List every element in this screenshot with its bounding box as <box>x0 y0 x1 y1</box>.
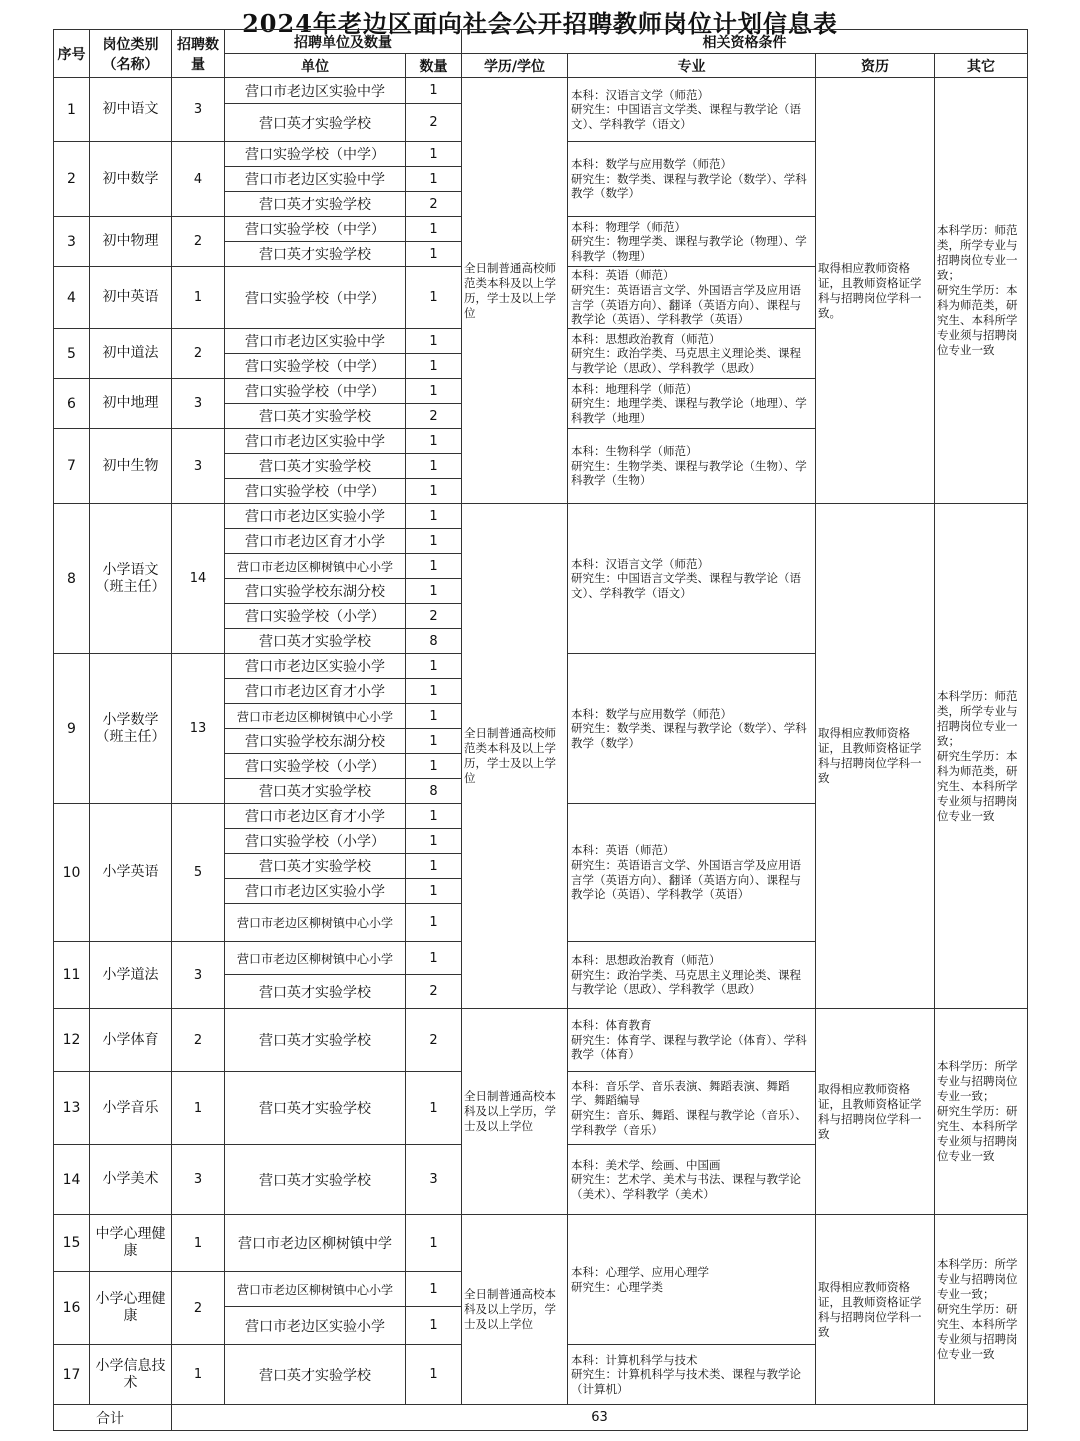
other-requirement: 本科学历：所学专业与招聘岗位专业一致； 研究生学历：研究生、本科所学专业须与招聘岗位专业一致 <box>935 1009 1028 1215</box>
unit-count: 2 <box>406 104 462 142</box>
major-text: 本科：汉语言文学（师范） 研究生：中国语言文学类、课程与教学论（语文）、学科教学（语文） <box>571 556 801 600</box>
other-requirement: 本科学历：所学专业与招聘岗位专业一致； 研究生学历：研究生、本科所学专业须与招聘岗位专业一致 <box>935 1215 1028 1405</box>
unit-name: 营口英才实验学校 <box>225 1072 406 1145</box>
unit-count: 1 <box>406 879 462 904</box>
unit-name: 营口英才实验学校 <box>225 1345 406 1405</box>
unit-name: 营口英才实验学校 <box>225 104 406 142</box>
position-count: 4 <box>172 142 225 217</box>
header-major: 专业 <box>568 54 816 78</box>
position-no: 2 <box>54 142 90 217</box>
major-requirement <box>568 78 816 142</box>
qualification-requirement: 取得相应教师资格证，且教师资格证学科与招聘岗位学科一致 <box>816 1215 935 1405</box>
major-text: 本科：生物科学（师范） 研究生：生物学类、课程与教学论（生物）、学科教学（生物） <box>571 444 807 488</box>
unit-count: 1 <box>406 78 462 104</box>
unit-count: 1 <box>406 1072 462 1145</box>
unit-name: 营口市老边区育才小学 <box>225 529 406 554</box>
header-units-group: 招聘单位及数量 <box>225 30 462 54</box>
header-qual-group: 相关资格条件 <box>462 30 1028 54</box>
unit-name: 营口市老边区实验小学 <box>225 1307 406 1345</box>
header-category: 岗位类别（名称） <box>90 30 172 78</box>
unit-name: 营口市老边区柳树镇中心小学 <box>225 554 406 579</box>
education-requirement: 全日制普通高校师范类本科及以上学历，学士及以上学位 <box>462 504 568 1009</box>
position-count: 3 <box>172 78 225 142</box>
major-requirement <box>568 504 816 654</box>
major-requirement <box>568 379 816 429</box>
position-count: 1 <box>172 1345 225 1405</box>
qualification-requirement: 取得相应教师资格证，且教师资格证学科与招聘岗位学科一致。 <box>816 78 935 504</box>
position-count: 2 <box>172 217 225 267</box>
major-requirement <box>568 1345 816 1405</box>
position-no: 1 <box>54 78 90 142</box>
position-category: 初中道法 <box>90 329 172 379</box>
position-category: 中学心理健康 <box>90 1215 172 1272</box>
unit-name: 营口市老边区育才小学 <box>225 804 406 829</box>
major-requirement <box>568 267 816 329</box>
unit-name: 营口英才实验学校 <box>225 975 406 1009</box>
header-qualification: 资历 <box>816 54 935 78</box>
position-category: 小学数学（班主任） <box>90 654 172 804</box>
total-value: 63 <box>172 1405 1028 1431</box>
unit-count: 1 <box>406 429 462 454</box>
position-no: 9 <box>54 654 90 804</box>
unit-name: 营口市老边区实验中学 <box>225 329 406 354</box>
unit-name: 营口英才实验学校 <box>225 242 406 267</box>
unit-name: 营口市老边区柳树镇中学 <box>225 1215 406 1272</box>
major-requirement <box>568 654 816 804</box>
unit-name: 营口实验学校（中学） <box>225 142 406 167</box>
major-text: 本科：思想政治教育（师范） 研究生：政治学类、马克思主义理论类、课程与教学论（思政）、学科教学（思政） <box>571 331 801 375</box>
unit-count: 1 <box>406 754 462 779</box>
unit-count: 1 <box>406 1307 462 1345</box>
major-text: 本科：音乐学、音乐表演、舞蹈表演、舞蹈学、舞蹈编导 研究生：音乐、舞蹈、课程与教学论（音乐）、学科教学（音乐） <box>571 1078 807 1137</box>
position-count: 3 <box>172 942 225 1009</box>
unit-count: 2 <box>406 404 462 429</box>
unit-count: 1 <box>406 904 462 942</box>
position-count: 2 <box>172 1272 225 1345</box>
position-category: 初中生物 <box>90 429 172 504</box>
position-no: 11 <box>54 942 90 1009</box>
unit-name: 营口市老边区实验中学 <box>225 429 406 454</box>
total-label: 合计 <box>54 1405 172 1431</box>
position-no: 14 <box>54 1145 90 1215</box>
position-category: 小学信息技术 <box>90 1345 172 1405</box>
unit-name: 营口实验学校东湖分校 <box>225 579 406 604</box>
position-category: 小学英语 <box>90 804 172 942</box>
position-no: 3 <box>54 217 90 267</box>
unit-name: 营口实验学校（中学） <box>225 479 406 504</box>
unit-count: 1 <box>406 554 462 579</box>
unit-name: 营口实验学校（中学） <box>225 379 406 404</box>
unit-name: 营口英才实验学校 <box>225 192 406 217</box>
table-row <box>54 1215 1028 1272</box>
position-count: 3 <box>172 1145 225 1215</box>
position-no: 15 <box>54 1215 90 1272</box>
total-row <box>54 1405 1028 1431</box>
unit-count: 1 <box>406 1215 462 1272</box>
page-title: 2024年老边区面向社会公开招聘教师岗位计划信息表 <box>242 9 838 38</box>
unit-count: 1 <box>406 829 462 854</box>
major-text: 本科：心理学、应用心理学 研究生：心理学类 <box>571 1264 709 1294</box>
unit-name: 营口市老边区实验中学 <box>225 167 406 192</box>
table-row <box>54 504 1028 529</box>
unit-count: 1 <box>406 329 462 354</box>
qualification-requirement: 取得相应教师资格证，且教师资格证学科与招聘岗位学科一致 <box>816 1009 935 1215</box>
unit-name: 营口市老边区实验小学 <box>225 879 406 904</box>
unit-name: 营口英才实验学校 <box>225 1009 406 1072</box>
unit-count: 1 <box>406 854 462 879</box>
position-category: 初中数学 <box>90 142 172 217</box>
major-text: 本科：美术学、绘画、中国画 研究生：艺术学、美术与书法、课程与教学论（美术）、学科教学（美术） <box>571 1157 801 1201</box>
header-unit-count: 数量 <box>406 54 462 78</box>
major-text: 本科：计算机科学与技术 研究生：计算机科学与技术类、课程与教学论（计算机） <box>571 1352 801 1396</box>
unit-name: 营口英才实验学校 <box>225 404 406 429</box>
major-text: 本科：数学与应用数学（师范） 研究生：数学类、课程与教学论（数学）、学科教学（数学） <box>571 706 807 750</box>
unit-name: 营口英才实验学校 <box>225 854 406 879</box>
unit-count: 1 <box>406 142 462 167</box>
major-text: 本科：体育教育 研究生：体育学、课程与教学论（体育）、学科教学（体育） <box>571 1018 807 1062</box>
education-requirement: 全日制普通高校本科及以上学历，学士及以上学位 <box>462 1215 568 1405</box>
position-count: 13 <box>172 654 225 804</box>
major-requirement <box>568 804 816 942</box>
position-no: 5 <box>54 329 90 379</box>
position-no: 6 <box>54 379 90 429</box>
major-text: 本科：英语（师范） 研究生：英语语言文学、外国语言学及应用语言学（英语方向）、翻译（英语方向）、课程与教学论（英语）、学科教学（英语） <box>571 268 801 327</box>
recruitment-table <box>53 29 1028 1431</box>
unit-name: 营口实验学校（小学） <box>225 604 406 629</box>
unit-count: 1 <box>406 479 462 504</box>
unit-count: 1 <box>406 267 462 329</box>
unit-name: 营口市老边区实验中学 <box>225 78 406 104</box>
position-category: 小学语文（班主任） <box>90 504 172 654</box>
unit-name: 营口市老边区柳树镇中心小学 <box>225 904 406 942</box>
position-no: 8 <box>54 504 90 654</box>
major-requirement <box>568 1072 816 1145</box>
unit-name: 营口实验学校（中学） <box>225 267 406 329</box>
major-requirement <box>568 217 816 267</box>
position-count: 2 <box>172 1009 225 1072</box>
unit-count: 1 <box>406 454 462 479</box>
major-requirement <box>568 329 816 379</box>
position-count: 1 <box>172 1072 225 1145</box>
unit-count: 1 <box>406 167 462 192</box>
header-count: 招聘数量 <box>172 30 225 78</box>
position-category: 小学美术 <box>90 1145 172 1215</box>
header-no: 序号 <box>54 30 90 78</box>
major-text: 本科：数学与应用数学（师范） 研究生：数学类、课程与教学论（数学）、学科教学（数学） <box>571 157 807 201</box>
unit-name: 营口市老边区实验小学 <box>225 504 406 529</box>
education-requirement: 全日制普通高校师范类本科及以上学历，学士及以上学位 <box>462 78 568 504</box>
position-category: 小学体育 <box>90 1009 172 1072</box>
table-row <box>54 78 1028 104</box>
unit-count: 1 <box>406 942 462 975</box>
major-requirement <box>568 1145 816 1215</box>
position-count: 5 <box>172 804 225 942</box>
unit-name: 营口市老边区实验小学 <box>225 654 406 679</box>
unit-name: 营口实验学校（中学） <box>225 354 406 379</box>
position-category: 小学音乐 <box>90 1072 172 1145</box>
position-category: 初中地理 <box>90 379 172 429</box>
major-text: 本科：汉语言文学（师范） 研究生：中国语言文学类、课程与教学论（语文）、学科教学（语文） <box>571 87 801 131</box>
header-education: 学历/学位 <box>462 54 568 78</box>
unit-name: 营口英才实验学校 <box>225 779 406 804</box>
header-other: 其它 <box>935 54 1028 78</box>
position-no: 10 <box>54 804 90 942</box>
unit-count: 1 <box>406 704 462 729</box>
position-category: 初中语文 <box>90 78 172 142</box>
unit-count: 1 <box>406 504 462 529</box>
unit-count: 2 <box>406 1009 462 1072</box>
unit-count: 2 <box>406 975 462 1009</box>
unit-name: 营口实验学校（小学） <box>225 829 406 854</box>
major-text: 本科：思想政治教育（师范） 研究生：政治学类、马克思主义理论类、课程与教学论（思政）、学科教学（思政） <box>571 953 801 997</box>
unit-name: 营口实验学校（小学） <box>225 754 406 779</box>
unit-name: 营口市老边区柳树镇中心小学 <box>225 704 406 729</box>
unit-count: 2 <box>406 192 462 217</box>
unit-name: 营口实验学校东湖分校 <box>225 729 406 754</box>
unit-count: 1 <box>406 354 462 379</box>
unit-count: 8 <box>406 779 462 804</box>
unit-count: 1 <box>406 217 462 242</box>
position-no: 16 <box>54 1272 90 1345</box>
major-requirement <box>568 942 816 1009</box>
major-requirement <box>568 1215 816 1345</box>
unit-count: 1 <box>406 679 462 704</box>
unit-name: 营口英才实验学校 <box>225 629 406 654</box>
unit-count: 1 <box>406 579 462 604</box>
table-row <box>54 1009 1028 1072</box>
position-no: 7 <box>54 429 90 504</box>
header-unit: 单位 <box>225 54 406 78</box>
position-count: 3 <box>172 379 225 429</box>
position-no: 13 <box>54 1072 90 1145</box>
major-text: 本科：物理学（师范） 研究生：物理学类、课程与教学论（物理）、学科教学（物理） <box>571 219 807 263</box>
position-no: 4 <box>54 267 90 329</box>
position-no: 12 <box>54 1009 90 1072</box>
major-text: 本科：英语（师范） 研究生：英语语言文学、外国语言学及应用语言学（英语方向）、翻译（英语方向）、课程与教学论（英语）、学科教学（英语） <box>571 843 801 902</box>
major-text: 本科：地理科学（师范） 研究生：地理学类、课程与教学论（地理）、学科教学（地理） <box>571 381 807 425</box>
unit-name: 营口英才实验学校 <box>225 454 406 479</box>
position-category: 小学道法 <box>90 942 172 1009</box>
unit-count: 1 <box>406 729 462 754</box>
position-category: 初中物理 <box>90 217 172 267</box>
unit-count: 3 <box>406 1145 462 1215</box>
unit-count: 1 <box>406 804 462 829</box>
position-no: 17 <box>54 1345 90 1405</box>
unit-name: 营口市老边区柳树镇中心小学 <box>225 1272 406 1307</box>
unit-count: 1 <box>406 1345 462 1405</box>
unit-name: 营口市老边区柳树镇中心小学 <box>225 942 406 975</box>
position-count: 14 <box>172 504 225 654</box>
unit-count: 1 <box>406 1272 462 1307</box>
unit-count: 1 <box>406 654 462 679</box>
position-count: 3 <box>172 429 225 504</box>
major-requirement <box>568 1009 816 1072</box>
unit-count: 8 <box>406 629 462 654</box>
other-requirement: 本科学历：师范类，所学专业与招聘岗位专业一致； 研究生学历：本科为师范类，研究生、本科所学专业须与招聘岗位专业一致 <box>935 78 1028 504</box>
position-category: 小学心理健康 <box>90 1272 172 1345</box>
unit-count: 1 <box>406 242 462 267</box>
position-category: 初中英语 <box>90 267 172 329</box>
position-count: 2 <box>172 329 225 379</box>
education-requirement: 全日制普通高校本科及以上学历，学士及以上学位 <box>462 1009 568 1215</box>
position-count: 1 <box>172 1215 225 1272</box>
unit-name: 营口英才实验学校 <box>225 1145 406 1215</box>
unit-name: 营口实验学校（中学） <box>225 217 406 242</box>
unit-count: 1 <box>406 529 462 554</box>
unit-name: 营口市老边区育才小学 <box>225 679 406 704</box>
other-requirement: 本科学历：师范类，所学专业与招聘岗位专业一致； 研究生学历：本科为师范类，研究生、本科所学专业须与招聘岗位专业一致 <box>935 504 1028 1009</box>
qualification-requirement: 取得相应教师资格证，且教师资格证学科与招聘岗位学科一致 <box>816 504 935 1009</box>
major-requirement <box>568 429 816 504</box>
major-requirement <box>568 142 816 217</box>
unit-count: 2 <box>406 604 462 629</box>
position-count: 1 <box>172 267 225 329</box>
unit-count: 1 <box>406 379 462 404</box>
